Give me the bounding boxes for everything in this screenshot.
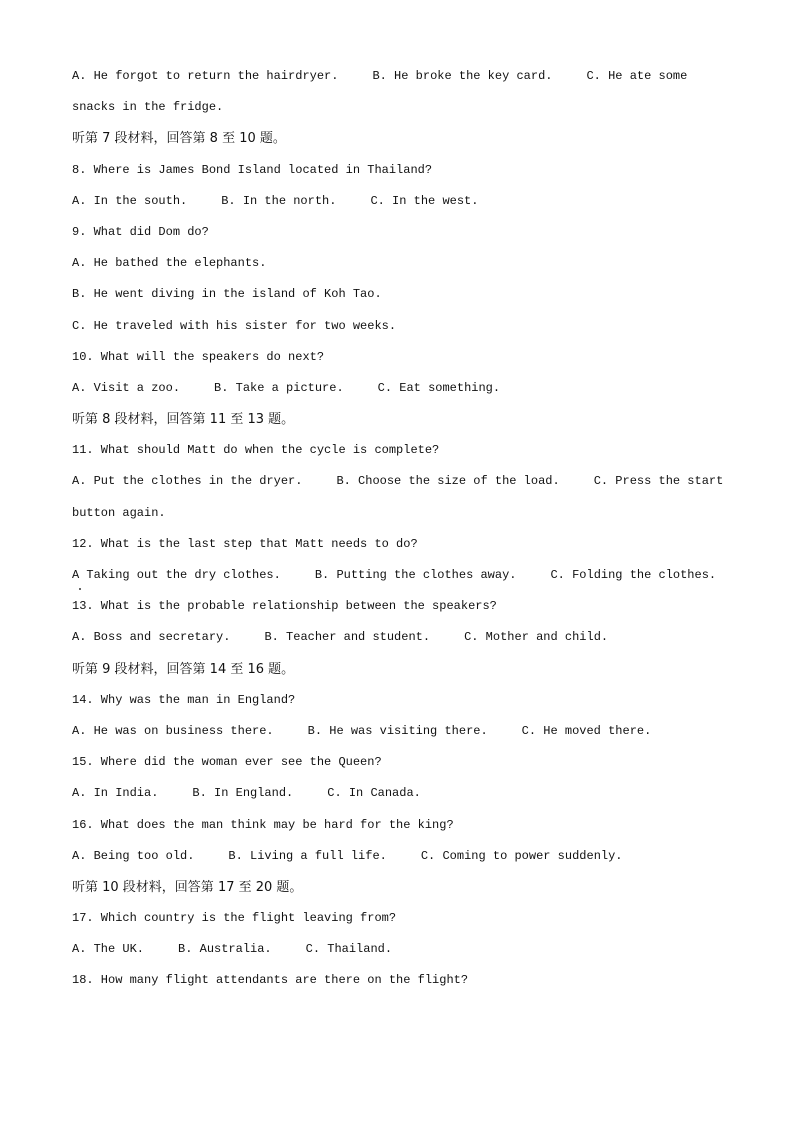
question-10: 10. What will the speakers do next?: [72, 349, 325, 364]
options-q14-line: [72, 721, 732, 752]
option-c: C. In the west.: [370, 193, 479, 208]
option-b: B. He broke the key card.: [372, 69, 553, 83]
option-b: B. Teacher and student.: [264, 630, 431, 645]
question-16: 16. What does the man think may be hard for the king?: [72, 817, 454, 832]
question-18: 18. How many flight attendants are there on the flight?: [72, 973, 469, 988]
section-heading-10: 听第 10 段材料，回答第 17 至 20 题。: [72, 879, 303, 895]
question-9: 9. What did Dom do?: [72, 224, 209, 239]
option-c: C. He ate some: [586, 69, 688, 83]
option-continuation: snacks in the fridge.: [72, 100, 224, 115]
option-a: A. Visit a zoo.: [72, 380, 181, 395]
option-b: B. Australia.: [178, 942, 272, 957]
question-11: 11. What should Matt do when the cycle is complete?: [72, 443, 440, 458]
option-a: A. He bathed the elephants.: [72, 256, 267, 271]
options-q10-line: [72, 378, 732, 409]
option-b: B. Living a full life.: [228, 848, 387, 863]
option-b: B. He went diving in the island of Koh Tao.: [72, 287, 382, 302]
options-q13-line: [72, 627, 732, 658]
option-b: B. Take a picture.: [214, 380, 344, 395]
option-c: C. He moved there.: [521, 723, 652, 738]
option-a: A. Put the clothes in the dryer.: [72, 474, 303, 489]
option-b: B. Putting the clothes away.: [314, 568, 517, 582]
option-continuation: button again.: [72, 505, 166, 520]
option-a: A. He forgot to return the hairdryer.: [72, 69, 339, 83]
option-c: C. Thailand.: [305, 942, 393, 957]
question-8: 8. Where is James Bond Island located in Thailand?: [72, 162, 433, 177]
option-a: A. The UK.: [72, 942, 145, 957]
option-c: C. Folding the clothes.: [550, 568, 717, 582]
option-b: B. Choose the size of the load.: [336, 474, 560, 489]
option-a: A Taking out the dry clothes.: [72, 568, 281, 582]
options-q12-line: [72, 565, 732, 596]
options-q17-line: [72, 939, 732, 970]
options-q15-line: [72, 783, 732, 814]
question-13: 13. What is the probable relationship between the speakers?: [72, 599, 497, 614]
option-a: A. In India.: [72, 786, 159, 801]
option-b: B. In the north.: [221, 193, 337, 208]
option-a: A. Being too old.: [72, 848, 195, 863]
option-a: A. He was on business there.: [72, 723, 274, 738]
options-q8-line: [72, 191, 732, 222]
question-14: 14. Why was the man in England?: [72, 692, 296, 707]
option-b: B. In England.: [192, 786, 294, 801]
option-a: A. Boss and secretary.: [72, 630, 231, 645]
stray-mark: [79, 588, 81, 590]
option-c: C. Press the start: [593, 474, 724, 489]
option-c: C. In Canada.: [327, 786, 421, 801]
options-q16-line: [72, 846, 732, 877]
option-c: C. Coming to power suddenly.: [420, 848, 623, 863]
option-c: C. Mother and child.: [464, 630, 609, 645]
option-c: C. Eat something.: [377, 380, 501, 395]
section-heading-7: 听第 7 段材料，回答第 8 至 10 题。: [72, 131, 286, 147]
question-15: 15. Where did the woman ever see the Queen?: [72, 755, 382, 770]
option-a: A. In the south.: [72, 193, 188, 208]
section-heading-8: 听第 8 段材料，回答第 11 至 13 题。: [72, 412, 295, 428]
exam-page: [72, 66, 732, 1002]
options-q7-line: [72, 66, 732, 97]
question-12: 12. What is the last step that Matt needs to do?: [72, 536, 418, 551]
option-b: B. He was visiting there.: [307, 723, 488, 738]
options-q11-line: [72, 471, 732, 502]
section-heading-9: 听第 9 段材料，回答第 14 至 16 题。: [72, 661, 295, 677]
option-c: C. He traveled with his sister for two weeks.: [72, 318, 397, 333]
question-17: 17. Which country is the flight leaving from?: [72, 911, 397, 926]
